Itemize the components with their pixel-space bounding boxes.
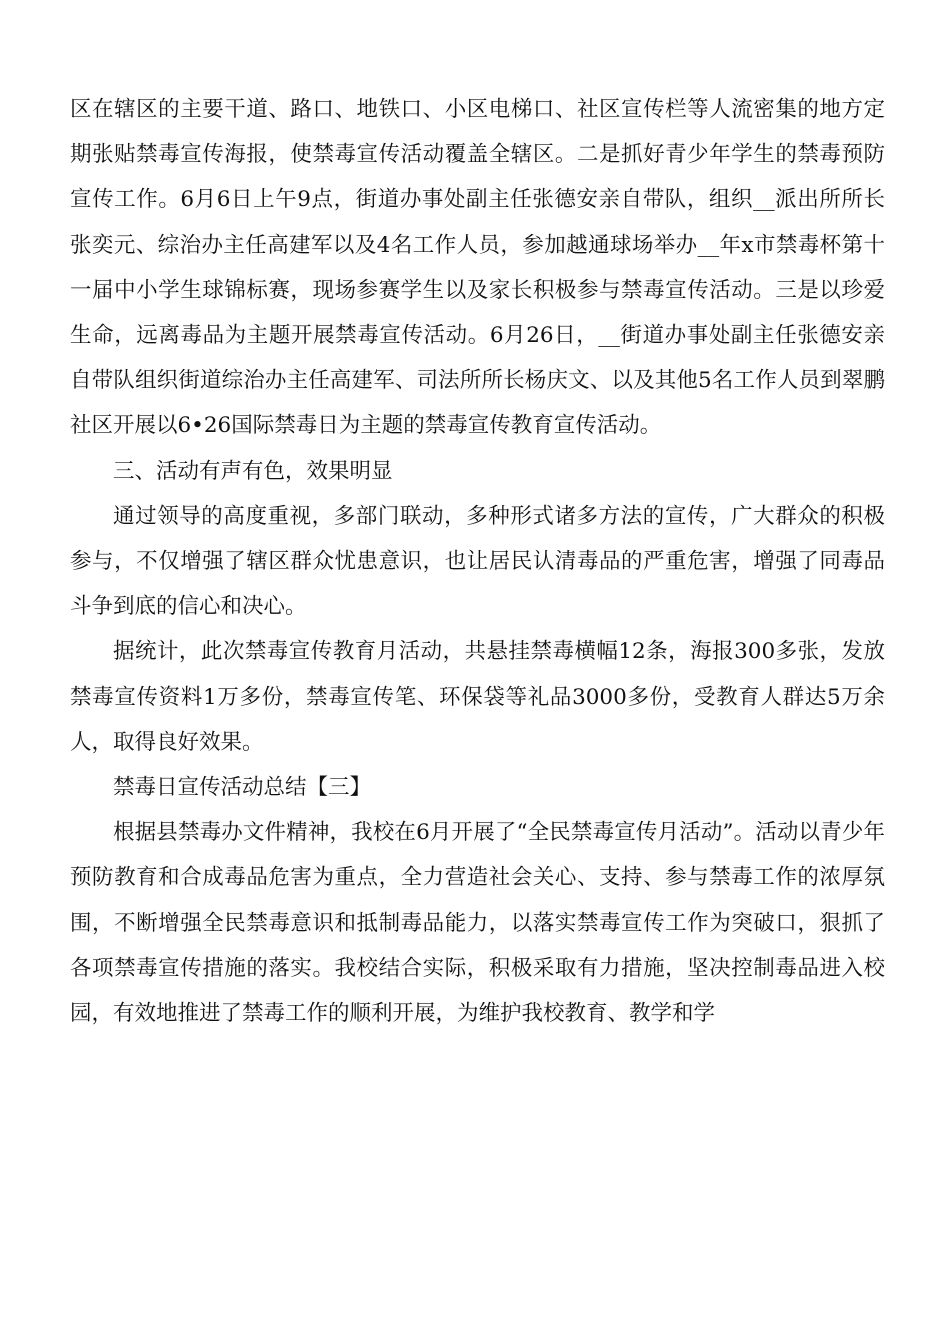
- section-title-summary-three: 禁毒日宣传活动总结【三】: [113, 775, 372, 801]
- paragraph-results-summary: 通过领导的高度重视，多部门联动，多种形式诸多方法的宣传，广大群众的积极参与，不仅增强了辖区群众忧患意识，也让居民认清毒品的严重危害，增强了同毒品斗争到底的信心和决心。: [70, 503, 885, 620]
- document-page: [70, 87, 885, 1036]
- paragraph-statistics: 据统计，此次禁毒宣传教育月活动，共悬挂禁毒横幅12条，海报300多张，发放禁毒宣传资料1万多份，禁毒宣传笔、环保袋等礼品3000多份，受教育人群达5万余人，取得良好效果。: [70, 639, 885, 755]
- section-heading-results: 三、活动有声有色，效果明显: [113, 458, 393, 484]
- paragraph-continued-campaign: 区在辖区的主要干道、路口、地铁口、小区电梯口、社区宣传栏等人流密集的地方定期张贴禁毒宣传海报，使禁毒宣传活动覆盖全辖区。二是抓好青少年学生的禁毒预防宣传工作。6月6日上午9点，街道办事处副主任张德安亲自带队，组织__派出所所长张奕元、综治办主任高建军以及4名工作人员，参加越通球场举办__年x市禁毒杯第十一届中小学生球锦标赛，现场参赛学生以及家长积极参与禁毒宣传活动。三是以珍爱生命，远离毒品为主题开展禁毒宣传活动。6月26日，__街道办事处副主任张德安亲自带队组织街道综治办主任高建军、司法所所长杨庆文、以及其他5名工作人员到翠鹏社区开展以6•26国际禁毒日为主题的禁毒宣传教育宣传活动。: [70, 97, 885, 439]
- paragraph-school-campaign: 根据县禁毒办文件精神，我校在6月开展了“全民禁毒宣传月活动”。活动以青少年预防教育和合成毒品危害为重点，全力营造社会关心、支持、参与禁毒工作的浓厚氛围，不断增强全民禁毒意识和抵制毒品能力，以落实禁毒宣传工作为突破口，狠抓了各项禁毒宣传措施的落实。我校结合实际，积极采取有力措施，坚决控制毒品进入校园，有效地推进了禁毒工作的顺利开展，为维护我校教育、教学和学: [70, 820, 885, 1027]
